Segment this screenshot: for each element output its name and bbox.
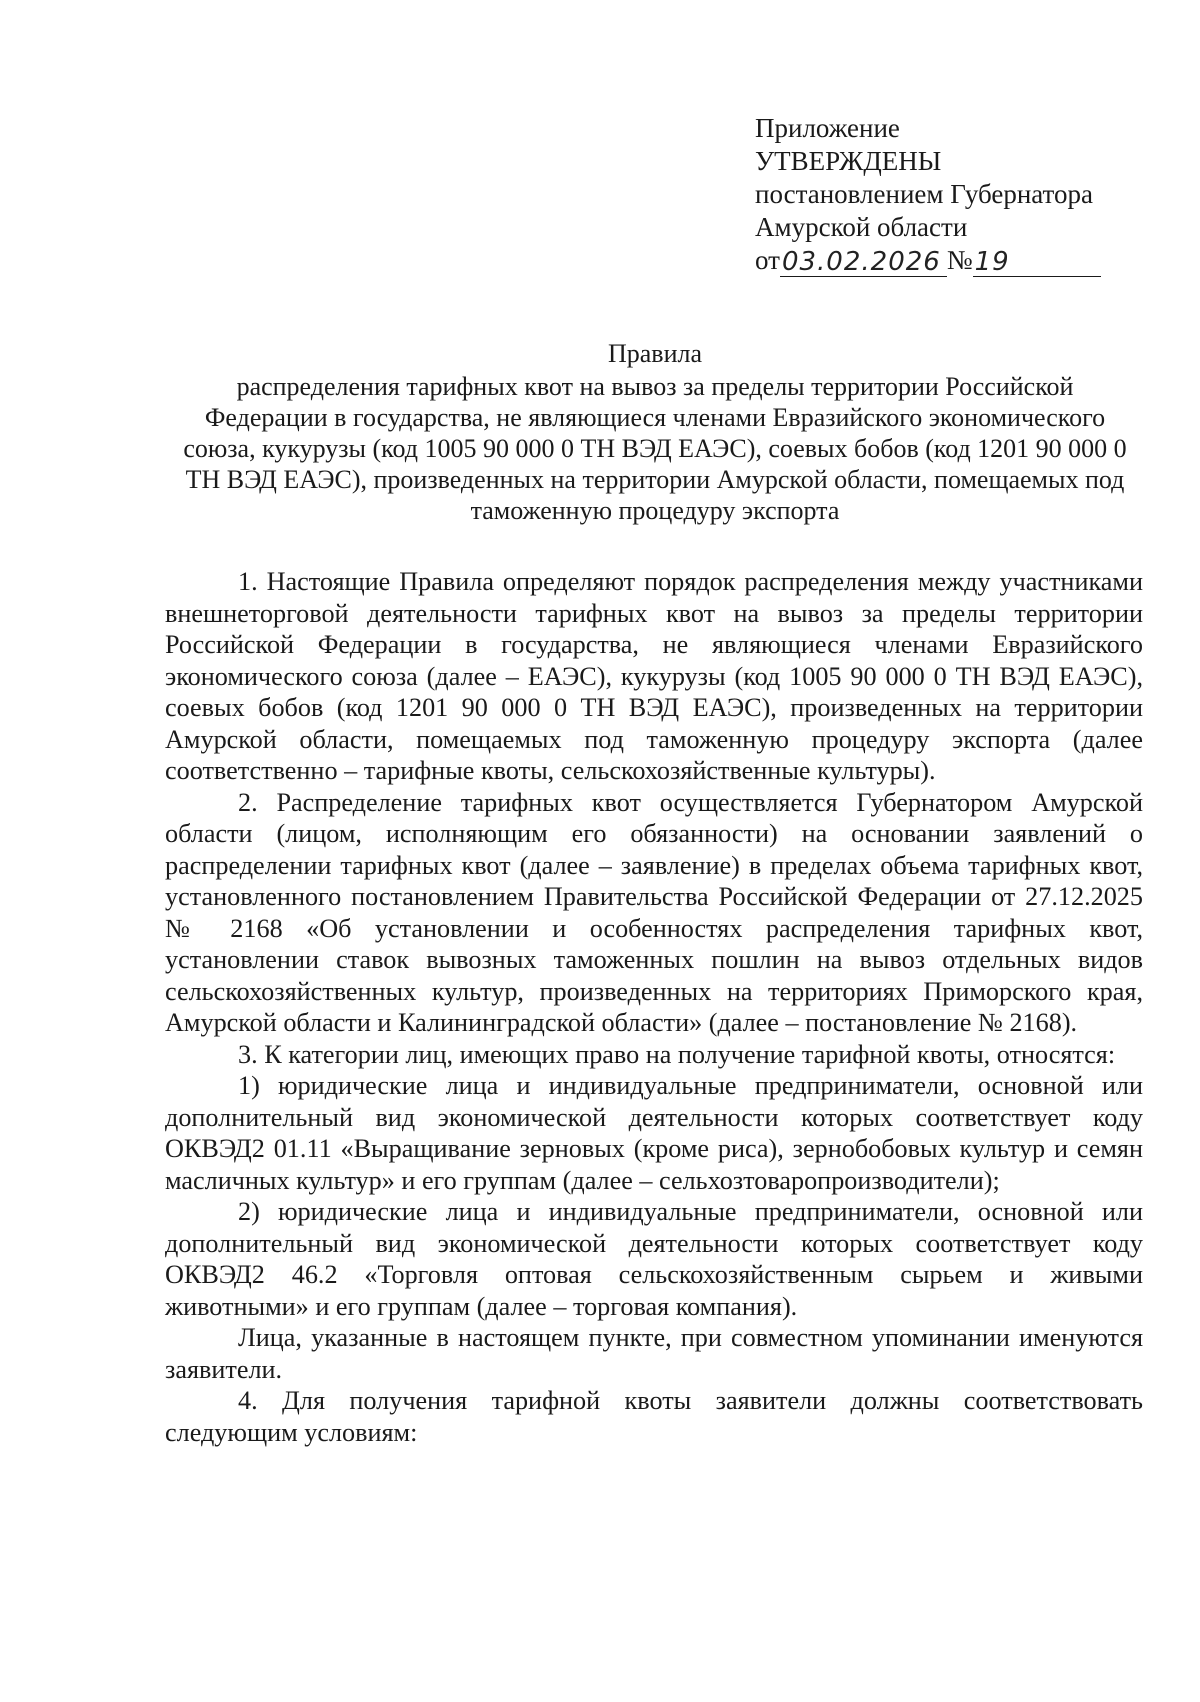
- approval-date-line: [755, 244, 1101, 277]
- approval-line-resolution: постановлением Губернатора: [755, 179, 1093, 209]
- approval-line-appendix: Приложение: [755, 113, 900, 143]
- approval-line-approved: УТВЕРЖДЕНЫ: [755, 146, 942, 176]
- paragraph-1: 1. Настоящие Правила определяют порядок распределения между участниками внешнеторговой деятельности тарифных квот на вывоз за пределы территории Российской Федерации в государства, не являющиеся членами Евразийского экономического союза (далее – ЕАЭС), кукурузы (код 1005 90 000 0 ТН ВЭД ЕАЭС), соевых бобов (код 1201 90 000 0 ТН ВЭД ЕАЭС), произведенных на территории Амурской области, помещаемых под таможенную процедуру экспорта (далее соответственно – тарифные квоты, сельскохозяйственные культуры).: [165, 567, 1143, 785]
- document-title: [175, 338, 1135, 526]
- title-heading: Правила: [607, 339, 703, 368]
- paragraph-3-note: Лица, указанные в настоящем пункте, при совместном упоминании именуются заявители.: [165, 1323, 1143, 1384]
- paragraph-4: 4. Для получения тарифной квоты заявители должны соответствовать следующим условиям:: [165, 1386, 1143, 1447]
- paragraph-3: 3. К категории лиц, имеющих право на получение тарифной квоты, относятся:: [238, 1039, 1116, 1069]
- document-body: [165, 566, 1143, 1448]
- number-label: №: [946, 245, 973, 275]
- handwritten-date: 03.02.2026: [780, 248, 947, 277]
- paragraph-3-item-2: 2) юридические лица и индивидуальные предприниматели, основной или дополнительный вид экономической деятельности которых соответствует коду ОКВЭД2 46.2 «Торговля оптовая сельскохозяйственным сырьем и живыми животными» и его группам (далее – торговая компания).: [165, 1197, 1143, 1321]
- from-label: от: [755, 245, 780, 275]
- handwritten-number: 19: [973, 248, 1101, 277]
- approval-line-region: Амурской области: [755, 212, 968, 242]
- approval-block: [755, 112, 1155, 277]
- paragraph-2: 2. Распределение тарифных квот осуществляется Губернатором Амурской области (лицом, исполняющим его обязанности) на основании заявлений о распределении тарифных квот (далее – заявление) в пределах объема тарифных квот, установленного постановлением Правительства Российской Федерации от 27.12.2025 № 2168 «Об установлении и особенностях распределения тарифных квот, установлении ставок вывозных таможенных пошлин на вывоз отдельных видов сельскохозяйственных культур, произведенных на территориях Приморского края, Амурской области и Калининградской области» (далее – постановление № 2168).: [165, 787, 1143, 1037]
- title-subtitle: распределения тарифных квот на вывоз за пределы территории Российской Федерации в государства, не являющиеся членами Евразийского экономического союза, кукурузы (код 1005 90 000 0 ТН ВЭД ЕАЭС), соевых бобов (код 1201 90 000 0 ТН ВЭД ЕАЭС), произведенных на территории Амурской области, помещаемых под таможенную процедуру экспорта: [183, 372, 1127, 525]
- paragraph-3-item-1: 1) юридические лица и индивидуальные предприниматели, основной или дополнительный вид экономической деятельности которых соответствует коду ОКВЭД2 01.11 «Выращивание зерновых (кроме риса), зернобобовых культур и семян масличных культур» и его группам (далее – сельхозтоваропроизводители);: [165, 1071, 1143, 1195]
